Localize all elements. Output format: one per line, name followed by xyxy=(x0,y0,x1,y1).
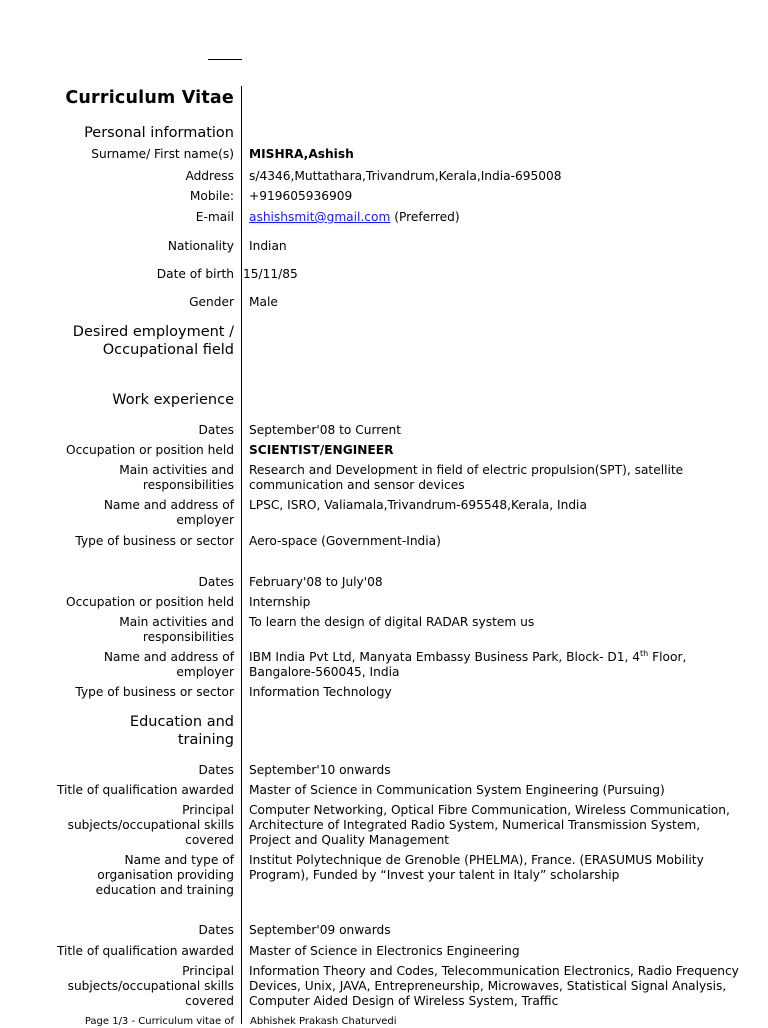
edu-2-subjects-label: Principal subjects/occupational skills covered xyxy=(67,964,234,1008)
address-label: Address xyxy=(185,169,234,183)
work-2-occupation: Internship xyxy=(249,595,311,609)
work-1-occupation: SCIENTIST/ENGINEER xyxy=(249,443,394,457)
section-education-training: Education and training xyxy=(129,714,234,748)
top-rule xyxy=(208,59,242,60)
email-row xyxy=(249,210,739,225)
work-1-business: Aero-space (Government-India) xyxy=(249,534,441,548)
nationality-label: Nationality xyxy=(167,239,234,253)
surname-value: MISHRA,Ashish xyxy=(249,147,354,161)
edu-1-subjects-label: Principal subjects/occupational skills covered xyxy=(67,803,234,847)
edu-2-subjects: Information Theory and Codes, Telecommunication Electronics, Radio Frequency Devices, Unix, JAVA, Entrepreneurship, Microwaves, Statistical Signal Analysis, Computer Aided Design of Wireless System, Traffic xyxy=(249,964,739,1008)
gender-label: Gender xyxy=(189,295,234,309)
gender-value: Male xyxy=(249,295,278,309)
work-1-dates-label: Dates xyxy=(198,423,234,437)
work-2-dates-label: Dates xyxy=(198,575,234,589)
section-desired-employment: Desired employment / Occupational field xyxy=(72,324,234,358)
edu-1-subjects: Computer Networking, Optical Fibre Communication, Wireless Communication, Architecture of Integrated Radio System, Numerical Transmission System, Project and Quality Management xyxy=(249,803,730,847)
footer-page-info: Page 1/3 - Curriculum vitae of xyxy=(84,1016,234,1027)
cv-title: Curriculum Vitae xyxy=(65,88,234,108)
email-link[interactable]: ashishsmit@gmail.com xyxy=(249,210,391,224)
work-1-employer-label: Name and address of employer xyxy=(103,498,234,527)
column-divider xyxy=(241,86,242,1024)
edu-1-org-label: Name and type of organisation providing education and training xyxy=(95,853,234,897)
dob-value: 15/11/85 xyxy=(243,267,298,281)
work-2-employer xyxy=(249,650,739,680)
section-personal-information: Personal information xyxy=(84,125,234,141)
edu-1-title: Master of Science in Communication System Engineering (Pursuing) xyxy=(249,783,665,797)
email-note: (Preferred) xyxy=(390,210,460,224)
work-1-employer: LPSC, ISRO, Valiamala,Trivandrum-695548,Kerala, India xyxy=(249,498,587,512)
work-1-business-label: Type of business or sector xyxy=(75,534,234,548)
edu-1-dates-label: Dates xyxy=(198,763,234,777)
work-2-activities-label: Main activities and responsibilities xyxy=(119,615,234,644)
work-2-employer-text-rest: Floor, Bangalore-560045, India xyxy=(249,650,687,679)
work-2-occupation-label: Occupation or position held xyxy=(66,595,234,609)
work-2-business: Information Technology xyxy=(249,685,392,699)
work-2-employer-label: Name and address of employer xyxy=(103,650,234,679)
mobile-value: +919605936909 xyxy=(249,189,353,203)
edu-2-title: Master of Science in Electronics Engineering xyxy=(249,944,520,958)
address-value: s/4346,Muttathara,Trivandrum,Kerala,India-695008 xyxy=(249,169,562,183)
surname-label: Surname/ First name(s) xyxy=(91,147,234,161)
section-work-experience: Work experience xyxy=(112,392,234,408)
edu-2-dates: September'09 onwards xyxy=(249,923,391,937)
work-1-activities: Research and Development in field of electric propulsion(SPT), satellite communication and sensor devices xyxy=(249,463,684,492)
work-2-activities: To learn the design of digital RADAR system us xyxy=(249,615,535,629)
work-2-business-label: Type of business or sector xyxy=(75,685,234,699)
edu-1-dates: September'10 onwards xyxy=(249,763,391,777)
edu-1-org: Institut Polytechnique de Grenoble (PHELMA), France. (ERASUMUS Mobility Program), Funded by “Invest your talent in Italy” scholarship xyxy=(249,853,704,882)
edu-2-title-label: Title of qualification awarded xyxy=(56,944,234,958)
work-2-employer-text: IBM India Pvt Ltd, Manyata Embassy Business Park, Block- D1, 4 xyxy=(249,650,641,664)
dob-label: Date of birth xyxy=(156,267,234,281)
footer-author: Abhishek Prakash Chaturvedi xyxy=(250,1016,397,1027)
work-2-dates: February'08 to July'08 xyxy=(249,575,383,589)
edu-2-dates-label: Dates xyxy=(198,923,234,937)
work-1-activities-label: Main activities and responsibilities xyxy=(119,463,234,492)
mobile-label: Mobile: xyxy=(189,189,234,203)
nationality-value: Indian xyxy=(249,239,287,253)
work-2-employer-sup: th xyxy=(640,648,649,658)
work-1-occupation-label: Occupation or position held xyxy=(66,443,234,457)
email-label: E-mail xyxy=(195,210,234,224)
edu-1-title-label: Title of qualification awarded xyxy=(56,783,234,797)
work-1-dates: September'08 to Current xyxy=(249,423,401,437)
